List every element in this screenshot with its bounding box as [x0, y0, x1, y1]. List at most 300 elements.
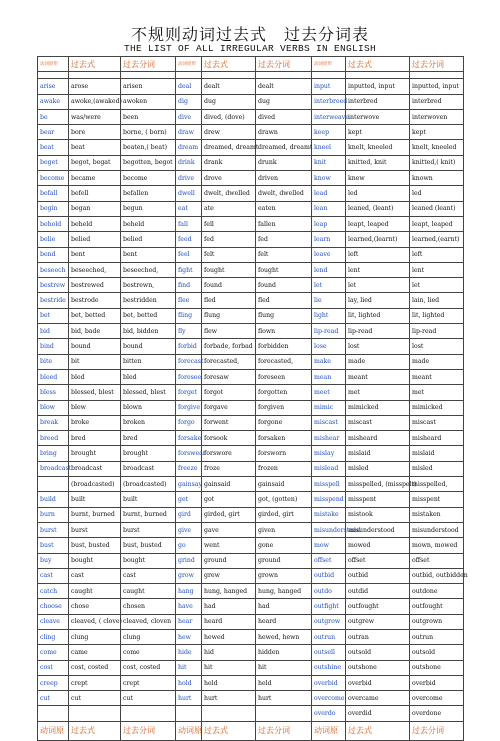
past-participle: lain, lied [410, 293, 464, 308]
past-participle: bet, betted [121, 308, 176, 323]
base-verb: go [176, 538, 202, 553]
base-verb: bear [38, 125, 69, 140]
base-verb: knit [312, 155, 346, 170]
base-verb: choose [38, 599, 69, 614]
base-verb: bleed [38, 369, 69, 384]
past-tense: clung [69, 629, 121, 644]
past-tense: crept [69, 675, 121, 690]
past-participle: interwoven [410, 109, 464, 124]
verb-row [38, 216, 464, 231]
base-verb: dive [176, 109, 202, 124]
base-verb: catch [38, 584, 69, 599]
past-tense: grew [202, 568, 256, 583]
past-tense: outbid [346, 568, 410, 583]
base-verb: have [176, 599, 202, 614]
base-verb: feed [176, 232, 202, 247]
base-verb: lose [312, 339, 346, 354]
past-tense: got [202, 492, 256, 507]
verb-row [38, 262, 464, 277]
past-tense: had [202, 599, 256, 614]
past-participle: found [256, 278, 312, 293]
past-participle: belied [121, 232, 176, 247]
base-verb: make [312, 354, 346, 369]
past-tense: hurt [202, 691, 256, 706]
base-verb: outbid [312, 568, 346, 583]
past-tense: forsook [202, 431, 256, 446]
base-verb: give [176, 522, 202, 537]
verb-row [38, 691, 464, 706]
past-participle: bled [121, 369, 176, 384]
base-verb: draw [176, 125, 202, 140]
past-participle: led [410, 186, 464, 201]
past-participle: drawn [256, 125, 312, 140]
past-tense: bestrode [69, 293, 121, 308]
past-participle: cast [121, 568, 176, 583]
past-tense: drove [202, 171, 256, 186]
past-participle: misspelled, [410, 477, 464, 492]
past-participle: outbid, outbidden [410, 568, 464, 583]
past-participle: forsworn [256, 446, 312, 461]
past-tense: dealt [202, 79, 256, 94]
past-tense: lost [346, 339, 410, 354]
base-verb: break [38, 415, 69, 430]
past-participle: inputted, input [410, 79, 464, 94]
past-participle: bred [121, 431, 176, 446]
past-participle: foreseen [256, 369, 312, 384]
past-participle: forgotten [256, 385, 312, 400]
base-verb: outdo [312, 584, 346, 599]
past-tense: foresaw [202, 369, 256, 384]
base-verb: dig [176, 94, 202, 109]
base-verb: forswear [176, 446, 202, 461]
header-base: 动词原形 [176, 57, 202, 72]
past-participle: learned,(earnt) [410, 232, 464, 247]
past-tense: misled [346, 461, 410, 476]
base-verb: cleave [38, 614, 69, 629]
verb-row [38, 354, 464, 369]
past-tense: offset [346, 553, 410, 568]
past-tense: built [69, 492, 121, 507]
base-verb: belie [38, 232, 69, 247]
past-participle: crept [121, 675, 176, 690]
verb-table [37, 56, 468, 741]
past-participle: felt [256, 247, 312, 262]
past-tense: bust, busted [69, 538, 121, 553]
header-participle: 过去分词 [121, 57, 176, 72]
past-participle: blown [121, 400, 176, 415]
past-tense: overdid [346, 706, 410, 721]
past-tense: lip-read [346, 324, 410, 339]
footer-row [38, 721, 464, 740]
base-verb: freeze [176, 461, 202, 476]
past-participle: met [410, 385, 464, 400]
base-verb: bring [38, 446, 69, 461]
past-participle: leaned (leant) [410, 201, 464, 216]
base-verb: deal [176, 79, 202, 94]
past-participle: kept [410, 125, 464, 140]
header-base: 动词原形 [38, 57, 69, 72]
base-verb: miscast [312, 415, 346, 430]
past-tense: forwent [202, 415, 256, 430]
past-tense: outgrew [346, 614, 410, 629]
past-participle: hung, hanged [256, 584, 312, 599]
past-participle: drunk [256, 155, 312, 170]
past-tense: forgave [202, 400, 256, 415]
header-base: 动词原形 [312, 57, 346, 72]
base-verb: outshine [312, 660, 346, 675]
past-participle: fallen [256, 216, 312, 231]
past-participle: hit [256, 660, 312, 675]
verb-row [38, 645, 464, 660]
base-verb: leap [312, 216, 346, 231]
verb-row [38, 171, 464, 186]
past-tense: chose [69, 599, 121, 614]
past-tense: dwelt, dwelled [202, 186, 256, 201]
base-verb: foresee [176, 369, 202, 384]
base-verb: forbid [176, 339, 202, 354]
past-tense: began [69, 201, 121, 216]
past-tense: ground [202, 553, 256, 568]
base-verb: dream [176, 140, 202, 155]
base-verb: forgive [176, 400, 202, 415]
past-participle: miscast [410, 415, 464, 430]
past-tense: lay, lied [346, 293, 410, 308]
past-tense: fed [202, 232, 256, 247]
footer-base: 动词原 [176, 721, 202, 740]
past-participle: bought [121, 553, 176, 568]
past-participle: beseeched, [121, 262, 176, 277]
base-verb: lead [312, 186, 346, 201]
base-verb: bestrew [38, 278, 69, 293]
past-participle: mown, mowed [410, 538, 464, 553]
past-tense: misheard [346, 431, 410, 446]
verb-row [38, 553, 464, 568]
verb-row [38, 94, 464, 109]
base-verb: blow [38, 400, 69, 415]
footer-past: 过去式 [69, 721, 121, 740]
base-verb: hold [176, 675, 202, 690]
verb-row [38, 660, 464, 675]
base-verb: cut [38, 691, 69, 706]
header-row [38, 57, 464, 72]
past-participle: built [121, 492, 176, 507]
past-participle: ground [256, 553, 312, 568]
past-tense: knew [346, 171, 410, 186]
past-tense: bound [69, 339, 121, 354]
past-tense: hit [202, 660, 256, 675]
past-tense: knitted, knit [346, 155, 410, 170]
past-tense: cut [69, 691, 121, 706]
verb-row [38, 308, 464, 323]
base-verb: broadcast [38, 461, 69, 476]
verb-row [38, 415, 464, 430]
past-participle: dwelt, dwelled [256, 186, 312, 201]
past-tense: bestrewed [69, 278, 121, 293]
past-tense: blessed, blest [69, 385, 121, 400]
base-verb: overbid [312, 675, 346, 690]
verb-row [38, 492, 464, 507]
past-tense: hung, hanged [202, 584, 256, 599]
past-tense: lent [346, 262, 410, 277]
past-participle: misled [410, 461, 464, 476]
base-verb: interbreed [312, 94, 346, 109]
past-participle: lost [410, 339, 464, 354]
past-tense: beseeched, [69, 262, 121, 277]
past-tense: met [346, 385, 410, 400]
past-participle: mislaid [410, 446, 464, 461]
past-participle: lip-read [410, 324, 464, 339]
past-participle: girded, girt [256, 507, 312, 522]
past-participle: broken [121, 415, 176, 430]
past-participle: offset [410, 553, 464, 568]
past-participle: broadcast [121, 461, 176, 476]
past-participle: forgone [256, 415, 312, 430]
base-verb: fly [176, 324, 202, 339]
past-tense: interwove [346, 109, 410, 124]
past-tense: bid, bade [69, 324, 121, 339]
base-verb: mishear [312, 431, 346, 446]
verb-row [38, 599, 464, 614]
base-verb: drink [176, 155, 202, 170]
past-tense: (broadcasted) [69, 477, 121, 492]
past-tense: burst [69, 522, 121, 537]
past-tense: fell [202, 216, 256, 231]
past-tense: meant [346, 369, 410, 384]
past-tense: flew [202, 324, 256, 339]
past-participle: outfought [410, 599, 464, 614]
past-participle: forsaken [256, 431, 312, 446]
past-participle: had [256, 599, 312, 614]
past-participle: leapt, leaped [410, 216, 464, 231]
past-tense: inputted, input [346, 79, 410, 94]
base-verb: beat [38, 140, 69, 155]
past-tense: outsold [346, 645, 410, 660]
base-verb: keep [312, 125, 346, 140]
verb-row [38, 232, 464, 247]
past-participle: left [410, 247, 464, 262]
base-verb: forget [176, 385, 202, 400]
base-verb: misunderstand [312, 522, 346, 537]
past-tense: fled [202, 293, 256, 308]
past-participle: been [121, 109, 176, 124]
past-participle: beheld [121, 216, 176, 231]
verb-row [38, 140, 464, 155]
past-tense: left [346, 247, 410, 262]
past-participle: eaten [256, 201, 312, 216]
past-tense: cleaved, ( clove) [69, 614, 121, 629]
spacer-row [38, 72, 464, 79]
verb-row [38, 278, 464, 293]
page-title: 不规则动词过去式 过去分词表 [130, 25, 369, 44]
past-tense: caught [69, 584, 121, 599]
past-tense: arose [69, 79, 121, 94]
header-past: 过去式 [69, 57, 121, 72]
past-participle: begotten, begot [121, 155, 176, 170]
base-verb: misspend [312, 492, 346, 507]
past-tense: flung [202, 308, 256, 323]
verb-row [38, 369, 464, 384]
past-participle: fought [256, 262, 312, 277]
base-verb: build [38, 492, 69, 507]
past-participle: befallen [121, 186, 176, 201]
base-verb: be [38, 109, 69, 124]
past-tense: dug [202, 94, 256, 109]
base-verb: burst [38, 522, 69, 537]
base-verb: awake [38, 94, 69, 109]
base-verb: hew [176, 629, 202, 644]
base-verb: bid [38, 324, 69, 339]
verb-row [38, 538, 464, 553]
base-verb: find [176, 278, 202, 293]
past-participle: bestridden [121, 293, 176, 308]
past-tense: fought [202, 262, 256, 277]
past-tense: beheld [69, 216, 121, 231]
past-tense: blew [69, 400, 121, 415]
past-tense: overbid [346, 675, 410, 690]
past-participle: frozen [256, 461, 312, 476]
past-participle: forecasted, [256, 354, 312, 369]
past-participle: overcome [410, 691, 464, 706]
base-verb: creep [38, 675, 69, 690]
base-verb [38, 706, 69, 721]
past-tense: misunderstood [346, 522, 410, 537]
base-verb: fling [176, 308, 202, 323]
past-tense: begot, begat [69, 155, 121, 170]
past-participle: interbred [410, 94, 464, 109]
past-participle: brought [121, 446, 176, 461]
past-participle: dug [256, 94, 312, 109]
past-tense: hewed [202, 629, 256, 644]
past-tense: awoke,(awaked) [69, 94, 121, 109]
base-verb: learn [312, 232, 346, 247]
past-tense: went [202, 538, 256, 553]
past-participle: overbid [410, 675, 464, 690]
past-participle: misheard [410, 431, 464, 446]
past-participle: bestrewn, [121, 278, 176, 293]
past-participle: knelt, kneeled [410, 140, 464, 155]
past-participle: meant [410, 369, 464, 384]
past-tense: made [346, 354, 410, 369]
past-tense: broke [69, 415, 121, 430]
past-participle: hurt [256, 691, 312, 706]
verb-row [38, 568, 464, 583]
verb-row [38, 629, 464, 644]
past-tense: drank [202, 155, 256, 170]
past-tense: forecasted, [202, 354, 256, 369]
past-participle: burst [121, 522, 176, 537]
verb-row [38, 507, 464, 522]
past-participle: gone [256, 538, 312, 553]
base-verb: bite [38, 354, 69, 369]
past-tense: mimicked [346, 400, 410, 415]
base-verb: meet [312, 385, 346, 400]
base-verb: lip-read [312, 324, 346, 339]
past-tense: outran [346, 629, 410, 644]
past-tense: bit [69, 354, 121, 369]
footer-past: 过去式 [346, 721, 410, 740]
past-tense [69, 706, 121, 721]
past-tense: knelt, kneeled [346, 140, 410, 155]
past-tense: bought [69, 553, 121, 568]
base-verb: mislay [312, 446, 346, 461]
past-tense: burnt, burned [69, 507, 121, 522]
past-participle: given [256, 522, 312, 537]
past-tense: ate [202, 201, 256, 216]
past-tense: let [346, 278, 410, 293]
footer-base: 动词原 [38, 721, 69, 740]
past-tense: gave [202, 522, 256, 537]
verb-row [38, 446, 464, 461]
base-verb: bind [38, 339, 69, 354]
verb-row [38, 339, 464, 354]
base-verb: mean [312, 369, 346, 384]
past-tense: leaned, (leant) [346, 201, 410, 216]
past-participle: bust, busted [121, 538, 176, 553]
past-participle: clung [121, 629, 176, 644]
base-verb: burn [38, 507, 69, 522]
past-tense: drew [202, 125, 256, 140]
base-verb: let [312, 278, 346, 293]
past-participle: flung [256, 308, 312, 323]
past-participle: overdone [410, 706, 464, 721]
past-participle: got, (gotten) [256, 492, 312, 507]
base-verb: interweave [312, 109, 346, 124]
base-verb: cast [38, 568, 69, 583]
footer-participle: 过去分词 [410, 721, 464, 740]
past-tense: mistook [346, 507, 410, 522]
past-participle: lent [410, 262, 464, 277]
past-tense: led [346, 186, 410, 201]
verb-row [38, 706, 464, 721]
base-verb: fight [176, 262, 202, 277]
footer-participle: 过去分词 [256, 721, 312, 740]
base-verb: arise [38, 79, 69, 94]
base-verb: forsake [176, 431, 202, 446]
base-verb: grow [176, 568, 202, 583]
past-tense: bet, betted [69, 308, 121, 323]
past-participle: dealt [256, 79, 312, 94]
base-verb: kneel [312, 140, 346, 155]
past-participle [121, 706, 176, 721]
past-participle: chosen [121, 599, 176, 614]
verb-row [38, 125, 464, 140]
base-verb: outrun [312, 629, 346, 644]
base-verb: become [38, 171, 69, 186]
past-participle: held [256, 675, 312, 690]
base-verb: bet [38, 308, 69, 323]
base-verb: leave [312, 247, 346, 262]
past-participle: gainsaid [256, 477, 312, 492]
base-verb [176, 706, 202, 721]
past-tense: outshone [346, 660, 410, 675]
past-participle: caught [121, 584, 176, 599]
past-participle: grown [256, 568, 312, 583]
verb-row [38, 79, 464, 94]
past-tense: heard [202, 614, 256, 629]
base-verb: mow [312, 538, 346, 553]
past-tense: brought [69, 446, 121, 461]
verb-row [38, 461, 464, 476]
past-tense: came [69, 645, 121, 660]
past-tense: bled [69, 369, 121, 384]
past-participle: outshone [410, 660, 464, 675]
past-participle: blessed, blest [121, 385, 176, 400]
base-verb: grind [176, 553, 202, 568]
base-verb: gird [176, 507, 202, 522]
header-participle: 过去分词 [256, 57, 312, 72]
past-tense: forgot [202, 385, 256, 400]
past-tense: kept [346, 125, 410, 140]
